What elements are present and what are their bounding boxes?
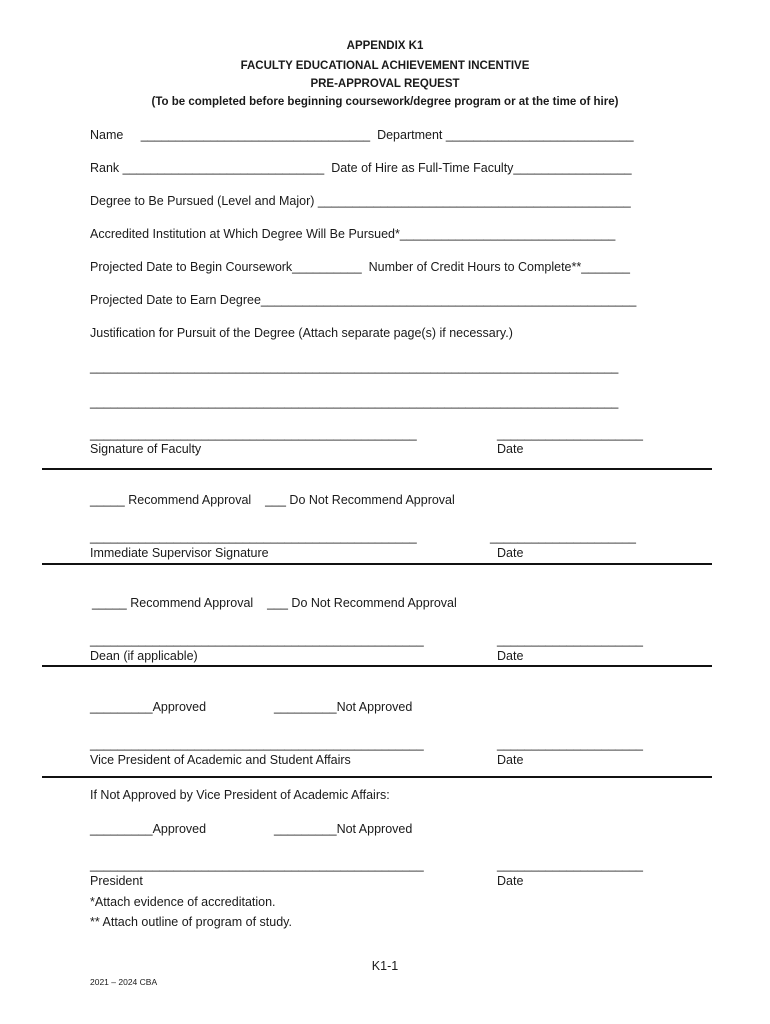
accreditation-note: *Attach evidence of accreditation.	[90, 895, 276, 909]
dean-signature-label: Dean (if applicable)	[90, 649, 198, 663]
dean-recommendation[interactable]: _____ Recommend Approval ___ Do Not Recommend Approval	[92, 596, 457, 610]
institution-field[interactable]: Accredited Institution at Which Degree Will Be Pursued*_______________________________	[90, 227, 616, 241]
justification-line-2[interactable]: ____________________________________________________________________________	[90, 395, 619, 409]
rank-hire-date-field[interactable]: Rank _____________________________ Date of Hire as Full-Time Faculty_________________	[90, 161, 632, 175]
section-divider	[42, 563, 712, 565]
president-date-label: Date	[497, 874, 524, 888]
cba-footer: 2021 – 2024 CBA	[90, 977, 158, 987]
president-signature-line[interactable]: ________________________________________________	[90, 858, 424, 872]
justification-line-1[interactable]: ____________________________________________________________________________	[90, 360, 619, 374]
degree-field[interactable]: Degree to Be Pursued (Level and Major) _____________________________________________	[90, 194, 631, 208]
dean-signature-line[interactable]: ________________________________________________	[90, 633, 424, 647]
name-department-field[interactable]: Name _________________________________ Department ___________________________	[90, 128, 634, 142]
vp-date-line[interactable]: _____________________	[497, 737, 643, 751]
vp-not-approved-option[interactable]: _________Not Approved	[274, 700, 413, 714]
president-not-approved-option[interactable]: _________Not Approved	[274, 822, 413, 836]
vp-signature-line[interactable]: ________________________________________________	[90, 737, 424, 751]
section-divider	[42, 665, 712, 667]
faculty-date-line[interactable]: _____________________	[497, 427, 643, 441]
faculty-signature-line[interactable]: _______________________________________________	[90, 427, 417, 441]
form-instructions: (To be completed before beginning coursework/degree program or at the time of hire)	[151, 96, 619, 108]
supervisor-recommendation[interactable]: _____ Recommend Approval ___ Do Not Recommend Approval	[90, 493, 455, 507]
supervisor-date-label: Date	[497, 546, 524, 560]
appendix-title: APPENDIX K1	[346, 40, 424, 52]
form-subtitle: PRE-APPROVAL REQUEST	[310, 78, 460, 90]
supervisor-signature-line[interactable]: _______________________________________________	[90, 530, 417, 544]
justification-label: Justification for Pursuit of the Degree (Attach separate page(s) if necessary.)	[90, 326, 513, 340]
earn-degree-date-field[interactable]: Projected Date to Earn Degree______________________________________________________	[90, 293, 637, 307]
president-signature-label: President	[90, 874, 143, 888]
section-divider	[42, 468, 712, 470]
vp-approved-option[interactable]: _________Approved	[90, 700, 207, 714]
president-section-intro: If Not Approved by Vice President of Academic Affairs:	[90, 788, 390, 802]
section-divider	[42, 776, 712, 778]
supervisor-date-line[interactable]: _____________________	[490, 530, 636, 544]
president-date-line[interactable]: _____________________	[497, 858, 643, 872]
dean-date-label: Date	[497, 649, 524, 663]
coursework-credit-hours-field[interactable]: Projected Date to Begin Coursework__________ Number of Credit Hours to Complete**_______	[90, 260, 630, 274]
vp-date-label: Date	[497, 753, 524, 767]
form-title: FACULTY EDUCATIONAL ACHIEVEMENT INCENTIVE	[240, 60, 530, 72]
faculty-date-label: Date	[497, 442, 524, 456]
president-approved-option[interactable]: _________Approved	[90, 822, 207, 836]
page-number: K1-1	[371, 959, 399, 973]
dean-date-line[interactable]: _____________________	[497, 633, 643, 647]
program-outline-note: ** Attach outline of program of study.	[90, 915, 292, 929]
faculty-signature-label: Signature of Faculty	[90, 442, 202, 456]
vp-signature-label: Vice President of Academic and Student Affairs	[90, 753, 351, 767]
supervisor-signature-label: Immediate Supervisor Signature	[90, 546, 269, 560]
